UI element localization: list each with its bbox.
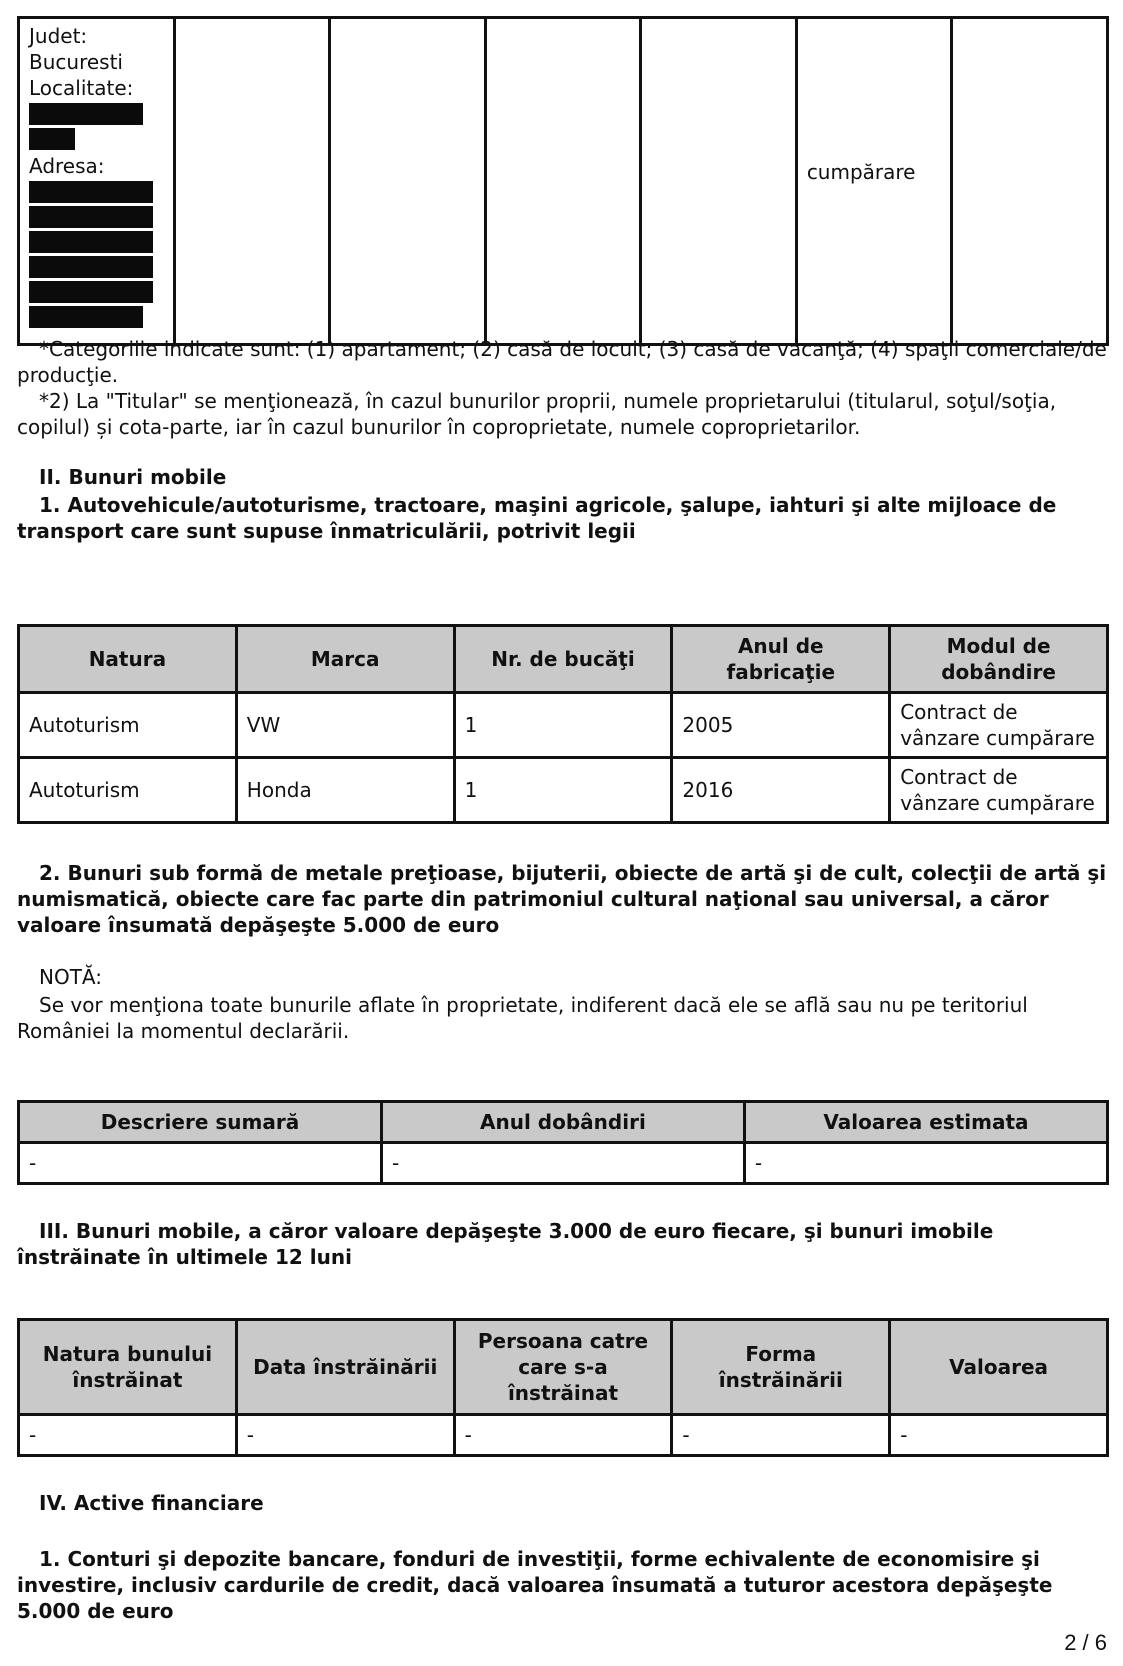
section-2-sub1: 1. Autovehicule/autoturisme, tractoare, maşini agricole, şalupe, iahturi şi alte mijloace de transport care sunt supuse înmatriculării, potrivit legii [17, 493, 1057, 543]
column-header: Data înstrăinării [236, 1320, 454, 1415]
column-header: Valoarea estimata [744, 1102, 1107, 1143]
table-row [19, 1143, 1108, 1184]
nota-text: Se vor menţiona toate bunurile aflate în proprietate, indiferent dacă ele se află sau nu pe teritoriul României la momentul declarării. [17, 993, 1028, 1043]
localitate-label: Localitate: [29, 76, 134, 100]
judet-value: Bucuresti [29, 50, 123, 74]
empty-cell [485, 18, 641, 345]
adresa-label: Adresa: [29, 154, 105, 178]
redaction-bar [29, 128, 75, 150]
table-cell: Autoturism [19, 693, 237, 758]
vehicles-table [17, 624, 1109, 824]
valuables-table [17, 1100, 1109, 1185]
table-cell: - [672, 1415, 890, 1456]
column-header: Valoarea [890, 1320, 1108, 1415]
column-header: Anul de fabricaţie [672, 626, 890, 693]
column-header: Marca [236, 626, 454, 693]
column-header: Nr. de bucăţi [454, 626, 672, 693]
alienated-goods-table [17, 1318, 1109, 1457]
acquisition-mode-cell: cumpărare [796, 18, 952, 345]
empty-cell [174, 18, 330, 345]
address-cell [19, 18, 175, 345]
redaction-bar [29, 181, 153, 203]
judet-label: Judet: [29, 24, 88, 48]
table-header-row [19, 1320, 1108, 1415]
table-row [19, 693, 1108, 758]
table-cell: Autoturism [19, 758, 237, 823]
section-3-title: III. Bunuri mobile, a căror valoare depăşeşte 3.000 de euro fiecare, şi bunuri imobile înstrăinate în ultimele 12 luni [17, 1219, 994, 1269]
redaction-bar [29, 281, 153, 303]
table-header-row [19, 1102, 1108, 1143]
section-4-sub1: 1. Conturi şi depozite bancare, fonduri de investiţii, forme echivalente de economisire şi investire, inclusiv cardurile de credit, dacă valoarea însumată a tuturor acestora depăşeşte 5.000 de euro [17, 1547, 1053, 1623]
table-cell: - [19, 1415, 237, 1456]
table-cell: - [236, 1415, 454, 1456]
column-header: Forma înstrăinării [672, 1320, 890, 1415]
section-4-title: IV. Active financiare [39, 1491, 264, 1515]
column-header: Anul dobândiri [381, 1102, 744, 1143]
table-cell: - [19, 1143, 382, 1184]
table-cell: Contract de vânzare cumpărare [890, 758, 1108, 823]
page-number: 2 / 6 [1064, 1630, 1107, 1655]
section-2-sub2: 2. Bunuri sub formă de metale preţioase, bijuterii, obiecte de artă şi de cult, colecţii de artă şi numismatică, obiecte care fac parte din patrimoniul cultural naţional sau universal, a căror valoare însumată depăşeşte 5.000 de euro [17, 861, 1107, 937]
column-header: Persoana catre care s-a înstrăinat [454, 1320, 672, 1415]
table-cell: - [890, 1415, 1108, 1456]
table-cell: Contract de vânzare cumpărare [890, 693, 1108, 758]
redaction-bar [29, 103, 143, 125]
table-cell: VW [236, 693, 454, 758]
table-cell: 1 [454, 758, 672, 823]
table-header-row [19, 626, 1108, 693]
column-header: Natura bunului înstrăinat [19, 1320, 237, 1415]
table-cell: 1 [454, 693, 672, 758]
redaction-bar [29, 306, 143, 328]
table-cell: - [744, 1143, 1107, 1184]
column-header: Descriere sumară [19, 1102, 382, 1143]
empty-cell [330, 18, 486, 345]
empty-cell [641, 18, 797, 345]
table-cell: 2005 [672, 693, 890, 758]
column-header: Modul de dobândire [890, 626, 1108, 693]
table-cell: Honda [236, 758, 454, 823]
table-row [19, 1415, 1108, 1456]
note-titular: *2) La "Titular" se menţionează, în cazul bunurilor proprii, numele proprietarului (titularul, soţul/soţia, copilul) și cota-parte, iar în cazul bunurilor în coproprietate, numele coproprietarilor. [17, 389, 1057, 439]
table-row [19, 758, 1108, 823]
column-header: Natura [19, 626, 237, 693]
table-cell: 2016 [672, 758, 890, 823]
section-2-title: II. Bunuri mobile [39, 465, 227, 489]
table-cell: - [381, 1143, 744, 1184]
table-row [19, 18, 1108, 345]
redaction-bar [29, 231, 153, 253]
nota-label: NOTĂ: [39, 965, 102, 989]
real-estate-table-continuation [17, 16, 1109, 346]
redaction-bar [29, 206, 153, 228]
note-categorii: *Categoriile indicate sunt: (1) apartament; (2) casă de locuit; (3) casă de vacanţă; (4) spaţii comerciale/de producţie. [17, 337, 1107, 387]
empty-cell [952, 18, 1108, 345]
table-cell: - [454, 1415, 672, 1456]
redaction-bar [29, 256, 153, 278]
